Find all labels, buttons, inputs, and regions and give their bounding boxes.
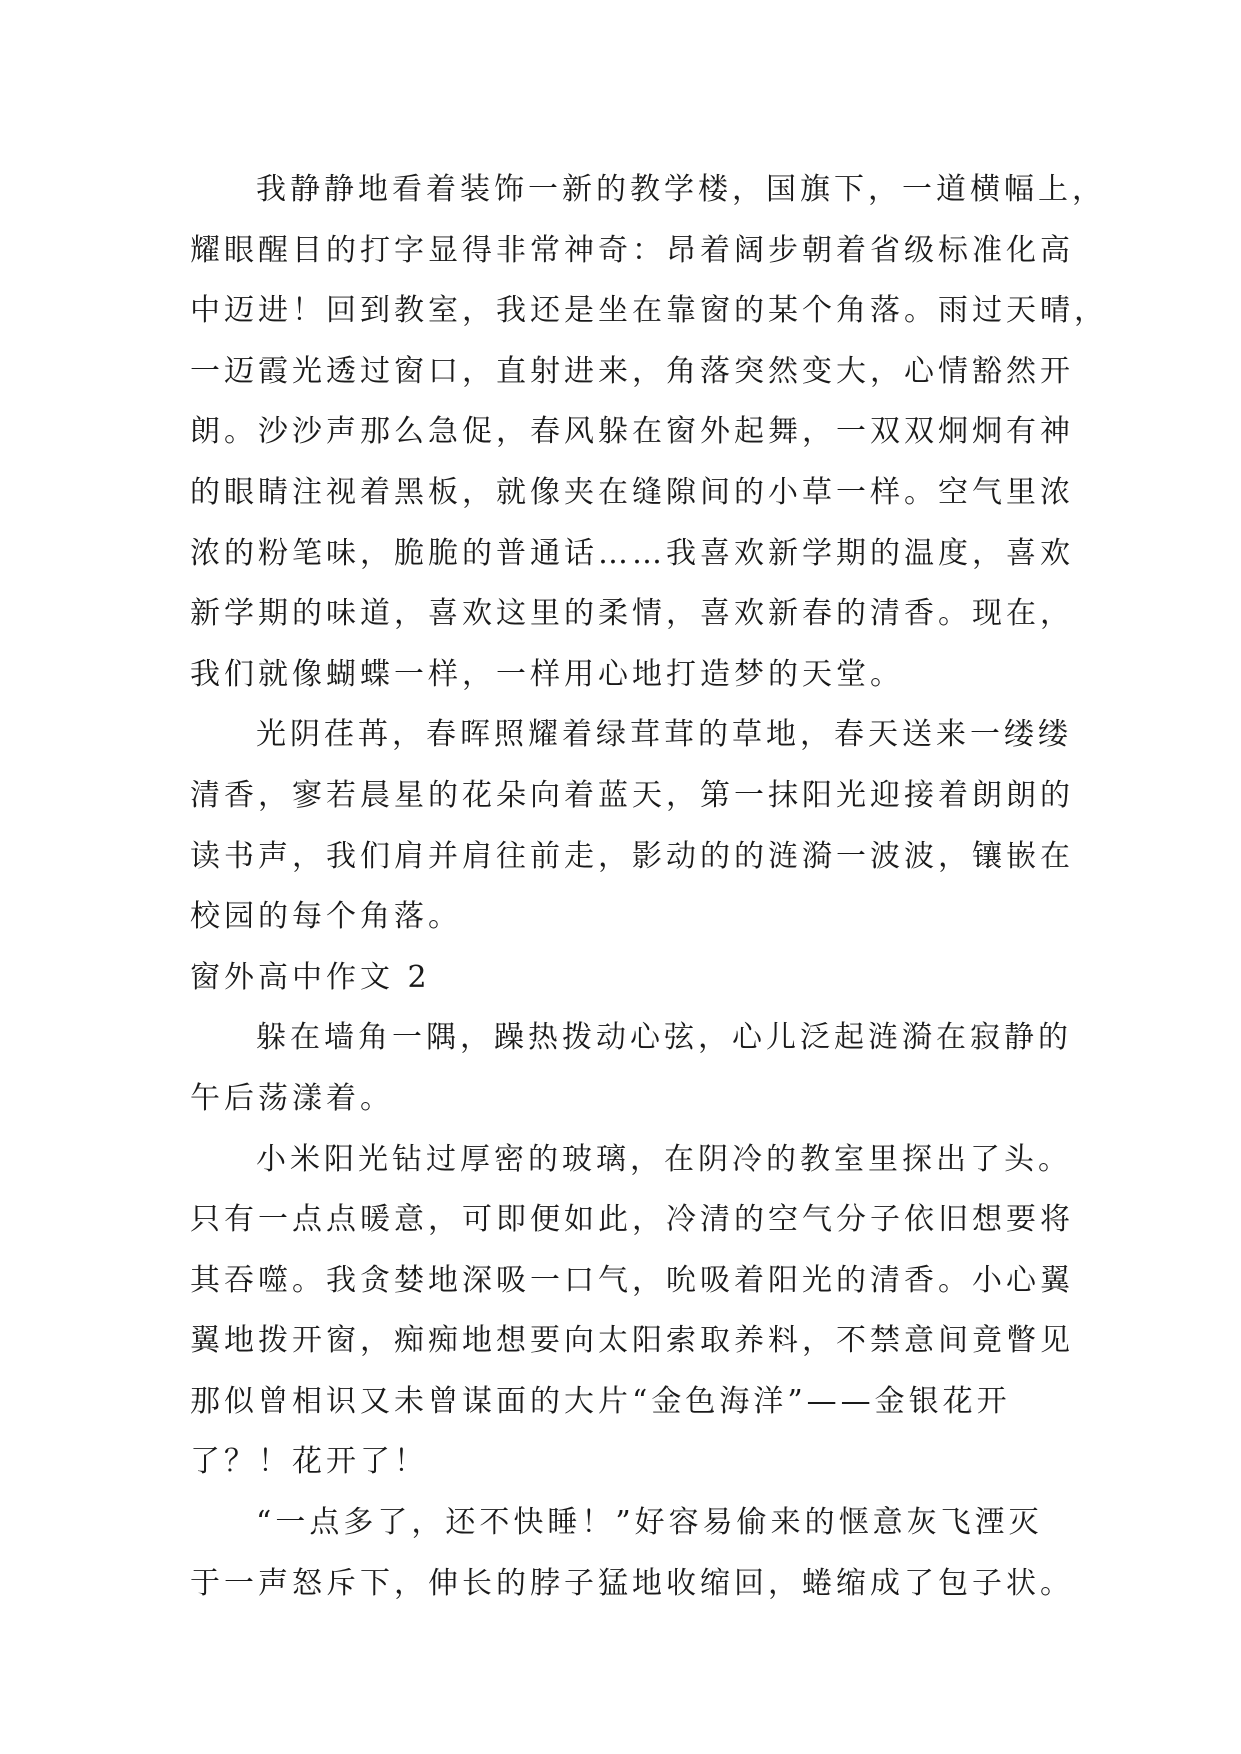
text-line: 中迈进！回到教室，我还是坐在靠窗的某个角落。雨过天晴， <box>190 293 1108 329</box>
text-line: 光阴荏苒，春晖照耀着绿茸茸的草地，春天送来一缕缕 <box>256 717 1072 753</box>
heading-text: 窗外高中作文 2 <box>190 959 431 995</box>
paragraph <box>190 1130 1074 1494</box>
text-line: 我静静地看着装饰一新的教学楼，国旗下，一道横幅上， <box>256 172 1106 207</box>
text-line: 浓的粉笔味，脆脆的普通话……我喜欢新学期的温度，喜欢 <box>190 535 1074 571</box>
text-line: 午后荡漾着。 <box>190 1080 394 1116</box>
paragraph <box>190 705 1074 947</box>
text-line: 新学期的味道，喜欢这里的柔情，喜欢新春的清香。现在， <box>190 596 1074 632</box>
section-heading <box>190 948 1070 1009</box>
text-line: 那似曾相识又未曾谋面的大片“金色海洋”——金银花开 <box>190 1383 1011 1419</box>
text-line: 读书声，我们肩并肩往前走，影动的的涟漪一波波，镶嵌在 <box>190 838 1074 874</box>
text-line: 的眼睛注视着黑板，就像夹在缝隙间的小草一样。空气里浓 <box>190 474 1074 510</box>
text-line: 清香，寥若晨星的花朵向着蓝天，第一抹阳光迎接着朗朗的 <box>190 777 1074 813</box>
text-line: 校园的每个角落。 <box>190 899 462 935</box>
text-line: 小米阳光钻过厚密的玻璃，在阴冷的教室里探出了头。 <box>256 1141 1072 1177</box>
text-line: “一点多了，还不快睡！”好容易偷来的惬意灰飞湮灭 <box>256 1505 1043 1541</box>
paragraph <box>190 1493 1074 1614</box>
text-line: 翼地拨开窗，痴痴地想要向太阳索取养料，不禁意间竟瞥见 <box>190 1323 1074 1359</box>
text-line: 躲在墙角一隅，躁热拨动心弦，心儿泛起涟漪在寂静的 <box>256 1020 1072 1056</box>
document-body <box>190 160 1108 1614</box>
paragraph <box>190 1008 1070 1129</box>
text-line: 只有一点点暖意，可即便如此，冷清的空气分子依旧想要将 <box>190 1202 1074 1238</box>
text-line: 了？！花开了！ <box>190 1444 428 1480</box>
text-line: 于一声怒斥下，伸长的脖子猛地收缩回，蜷缩成了包子状。 <box>190 1565 1074 1601</box>
text-line: 我们就像蝴蝶一样，一样用心地打造梦的天堂。 <box>190 656 904 692</box>
text-line: 一迈霞光透过窗口，直射进来，角落突然变大，心情豁然开 <box>190 353 1074 389</box>
paragraph <box>190 160 1108 705</box>
text-line: 朗。沙沙声那么急促，春风躲在窗外起舞，一双双炯炯有神 <box>190 414 1074 450</box>
text-line: 其吞噬。我贪婪地深吸一口气，吮吸着阳光的清香。小心翼 <box>190 1262 1074 1298</box>
text-line: 耀眼醒目的打字显得非常神奇：昂着阔步朝着省级标准化高 <box>190 232 1074 268</box>
